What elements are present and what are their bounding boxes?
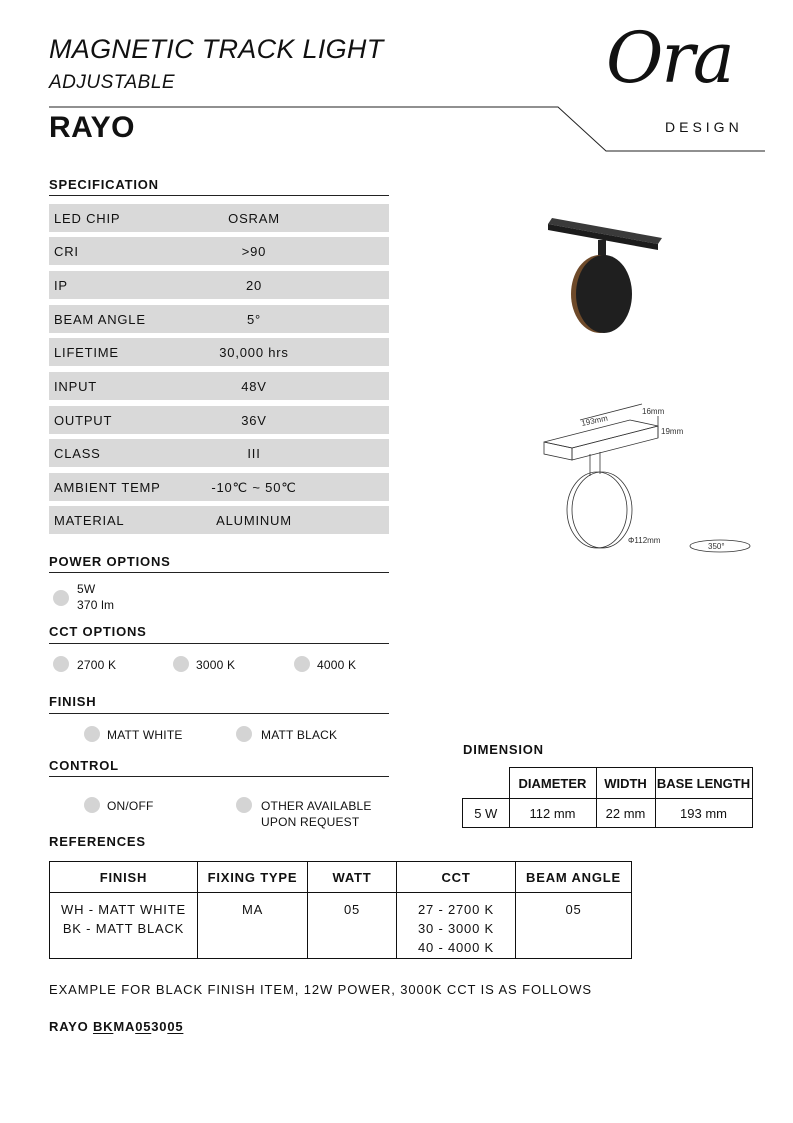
ref-watt-cell: 05 bbox=[308, 893, 397, 959]
finish-option-radio[interactable] bbox=[84, 726, 100, 742]
spec-label: CRI bbox=[54, 244, 79, 259]
code-fixing: MA bbox=[113, 1019, 136, 1034]
cct-options-heading: CCT OPTIONS bbox=[49, 624, 147, 639]
width-label: 16mm bbox=[642, 407, 665, 416]
spec-label: BEAM ANGLE bbox=[54, 312, 146, 327]
dimension-table bbox=[462, 767, 753, 828]
spec-value: OSRAM bbox=[228, 211, 280, 226]
spec-row bbox=[49, 372, 389, 400]
finish-option-radio[interactable] bbox=[236, 726, 252, 742]
spec-row bbox=[49, 406, 389, 434]
cct-option-radio[interactable] bbox=[53, 656, 69, 672]
ref-cct-code: 40 - 4000 K bbox=[417, 940, 494, 955]
dimension-power: 5 W bbox=[463, 799, 510, 828]
spec-label: AMBIENT TEMP bbox=[54, 480, 161, 495]
spec-label: CLASS bbox=[54, 446, 101, 461]
spec-value: 20 bbox=[245, 278, 263, 293]
spec-row bbox=[49, 338, 389, 366]
model-name: RAYO bbox=[49, 111, 135, 144]
example-code bbox=[49, 1019, 183, 1034]
section-divider bbox=[49, 776, 389, 777]
logo-text: DESIGN bbox=[665, 119, 743, 135]
spec-row bbox=[49, 305, 389, 333]
cct-option-radio[interactable] bbox=[173, 656, 189, 672]
dimension-header: DIAMETER bbox=[509, 768, 596, 799]
finish-option-label: MATT WHITE bbox=[107, 728, 183, 742]
diameter-label: Φ112mm bbox=[628, 536, 661, 545]
ref-finish-cell bbox=[50, 893, 198, 959]
dimension-header: BASE LENGTH bbox=[655, 768, 752, 799]
dimension-header: WIDTH bbox=[596, 768, 655, 799]
spec-label: LED CHIP bbox=[54, 211, 121, 226]
spec-value: III bbox=[247, 446, 261, 461]
code-watt: 05 bbox=[135, 1019, 152, 1034]
code-finish: BK bbox=[92, 1019, 114, 1034]
ref-finish-code: WH - MATT WHITE bbox=[61, 902, 186, 917]
cct-option-label: 2700 K bbox=[77, 658, 117, 672]
ref-finish-code: BK - MATT BLACK bbox=[62, 921, 185, 936]
references-heading: REFERENCES bbox=[49, 834, 146, 849]
ref-header: FIXING TYPE bbox=[198, 862, 308, 893]
height-label: 19mm bbox=[661, 427, 684, 436]
control-heading: CONTROL bbox=[49, 758, 119, 773]
spec-row bbox=[49, 204, 389, 232]
control-option-radio[interactable] bbox=[236, 797, 252, 813]
spec-row bbox=[49, 473, 389, 501]
cct-option-radio[interactable] bbox=[294, 656, 310, 672]
control-option-label: ON/OFF bbox=[107, 799, 154, 813]
product-image bbox=[540, 210, 670, 340]
ref-cct-code: 30 - 3000 K bbox=[417, 921, 494, 936]
ref-header: CCT bbox=[397, 862, 516, 893]
brand-logo bbox=[600, 14, 765, 144]
product-title: MAGNETIC TRACK LIGHT bbox=[49, 34, 384, 64]
rotation-label: 350° bbox=[708, 542, 725, 551]
spec-value: 36V bbox=[241, 413, 267, 428]
section-divider bbox=[49, 643, 389, 644]
power-option-label bbox=[77, 581, 114, 613]
technical-drawing bbox=[530, 398, 760, 558]
spec-value: 48V bbox=[241, 379, 267, 394]
ref-header: BEAM ANGLE bbox=[516, 862, 632, 893]
dimension-heading: DIMENSION bbox=[463, 742, 544, 757]
ref-header: WATT bbox=[308, 862, 397, 893]
spec-value: -10℃ ~ 50℃ bbox=[211, 480, 297, 495]
control-option-line: OTHER AVAILABLE bbox=[261, 799, 372, 813]
ref-beam-cell: 05 bbox=[516, 893, 632, 959]
spec-row bbox=[49, 271, 389, 299]
finish-option-label: MATT BLACK bbox=[261, 728, 338, 742]
dimension-base-length: 193 mm bbox=[655, 799, 752, 828]
code-model: RAYO bbox=[49, 1019, 93, 1034]
spec-value: ALUMINUM bbox=[216, 513, 292, 528]
ref-header: FINISH bbox=[50, 862, 198, 893]
code-cct: 30 bbox=[151, 1019, 168, 1034]
logo-script: Ora bbox=[606, 17, 733, 99]
finish-heading: FINISH bbox=[49, 694, 97, 709]
section-divider bbox=[49, 195, 389, 196]
spec-value: 5° bbox=[246, 312, 262, 327]
spec-value: 30,000 hrs bbox=[219, 345, 289, 360]
spec-label: INPUT bbox=[54, 379, 97, 394]
power-option-watt: 5W bbox=[77, 582, 96, 596]
spec-row bbox=[49, 506, 389, 534]
power-option-lumen: 370 lm bbox=[77, 598, 115, 612]
length-label: 193mm bbox=[580, 413, 609, 428]
dimension-width: 22 mm bbox=[596, 799, 655, 828]
example-note: EXAMPLE FOR BLACK FINISH ITEM, 12W POWER, 3000K CCT IS AS FOLLOWS bbox=[49, 982, 592, 997]
spec-label: MATERIAL bbox=[54, 513, 125, 528]
cct-option-label: 3000 K bbox=[196, 658, 236, 672]
ref-cct-cell bbox=[397, 893, 516, 959]
power-option-radio[interactable] bbox=[53, 590, 69, 606]
code-beam: 05 bbox=[167, 1019, 184, 1034]
cct-option-label: 4000 K bbox=[317, 658, 357, 672]
dimension-corner bbox=[463, 768, 510, 799]
control-option-line: UPON REQUEST bbox=[261, 815, 360, 829]
specification-heading: SPECIFICATION bbox=[49, 177, 159, 192]
spec-label: LIFETIME bbox=[54, 345, 119, 360]
spec-value: >90 bbox=[241, 244, 267, 259]
spec-label: IP bbox=[54, 278, 68, 293]
control-option-label bbox=[261, 798, 372, 830]
product-subtitle: ADJUSTABLE bbox=[49, 72, 176, 93]
ref-cct-code: 27 - 2700 K bbox=[417, 902, 494, 917]
control-option-radio[interactable] bbox=[84, 797, 100, 813]
section-divider bbox=[49, 572, 389, 573]
spec-label: OUTPUT bbox=[54, 413, 113, 428]
ref-fixing-cell: MA bbox=[198, 893, 308, 959]
dimension-diameter: 112 mm bbox=[509, 799, 596, 828]
power-options-heading: POWER OPTIONS bbox=[49, 554, 171, 569]
spec-row bbox=[49, 237, 389, 265]
spec-row bbox=[49, 439, 389, 467]
section-divider bbox=[49, 713, 389, 714]
references-table bbox=[49, 861, 632, 959]
